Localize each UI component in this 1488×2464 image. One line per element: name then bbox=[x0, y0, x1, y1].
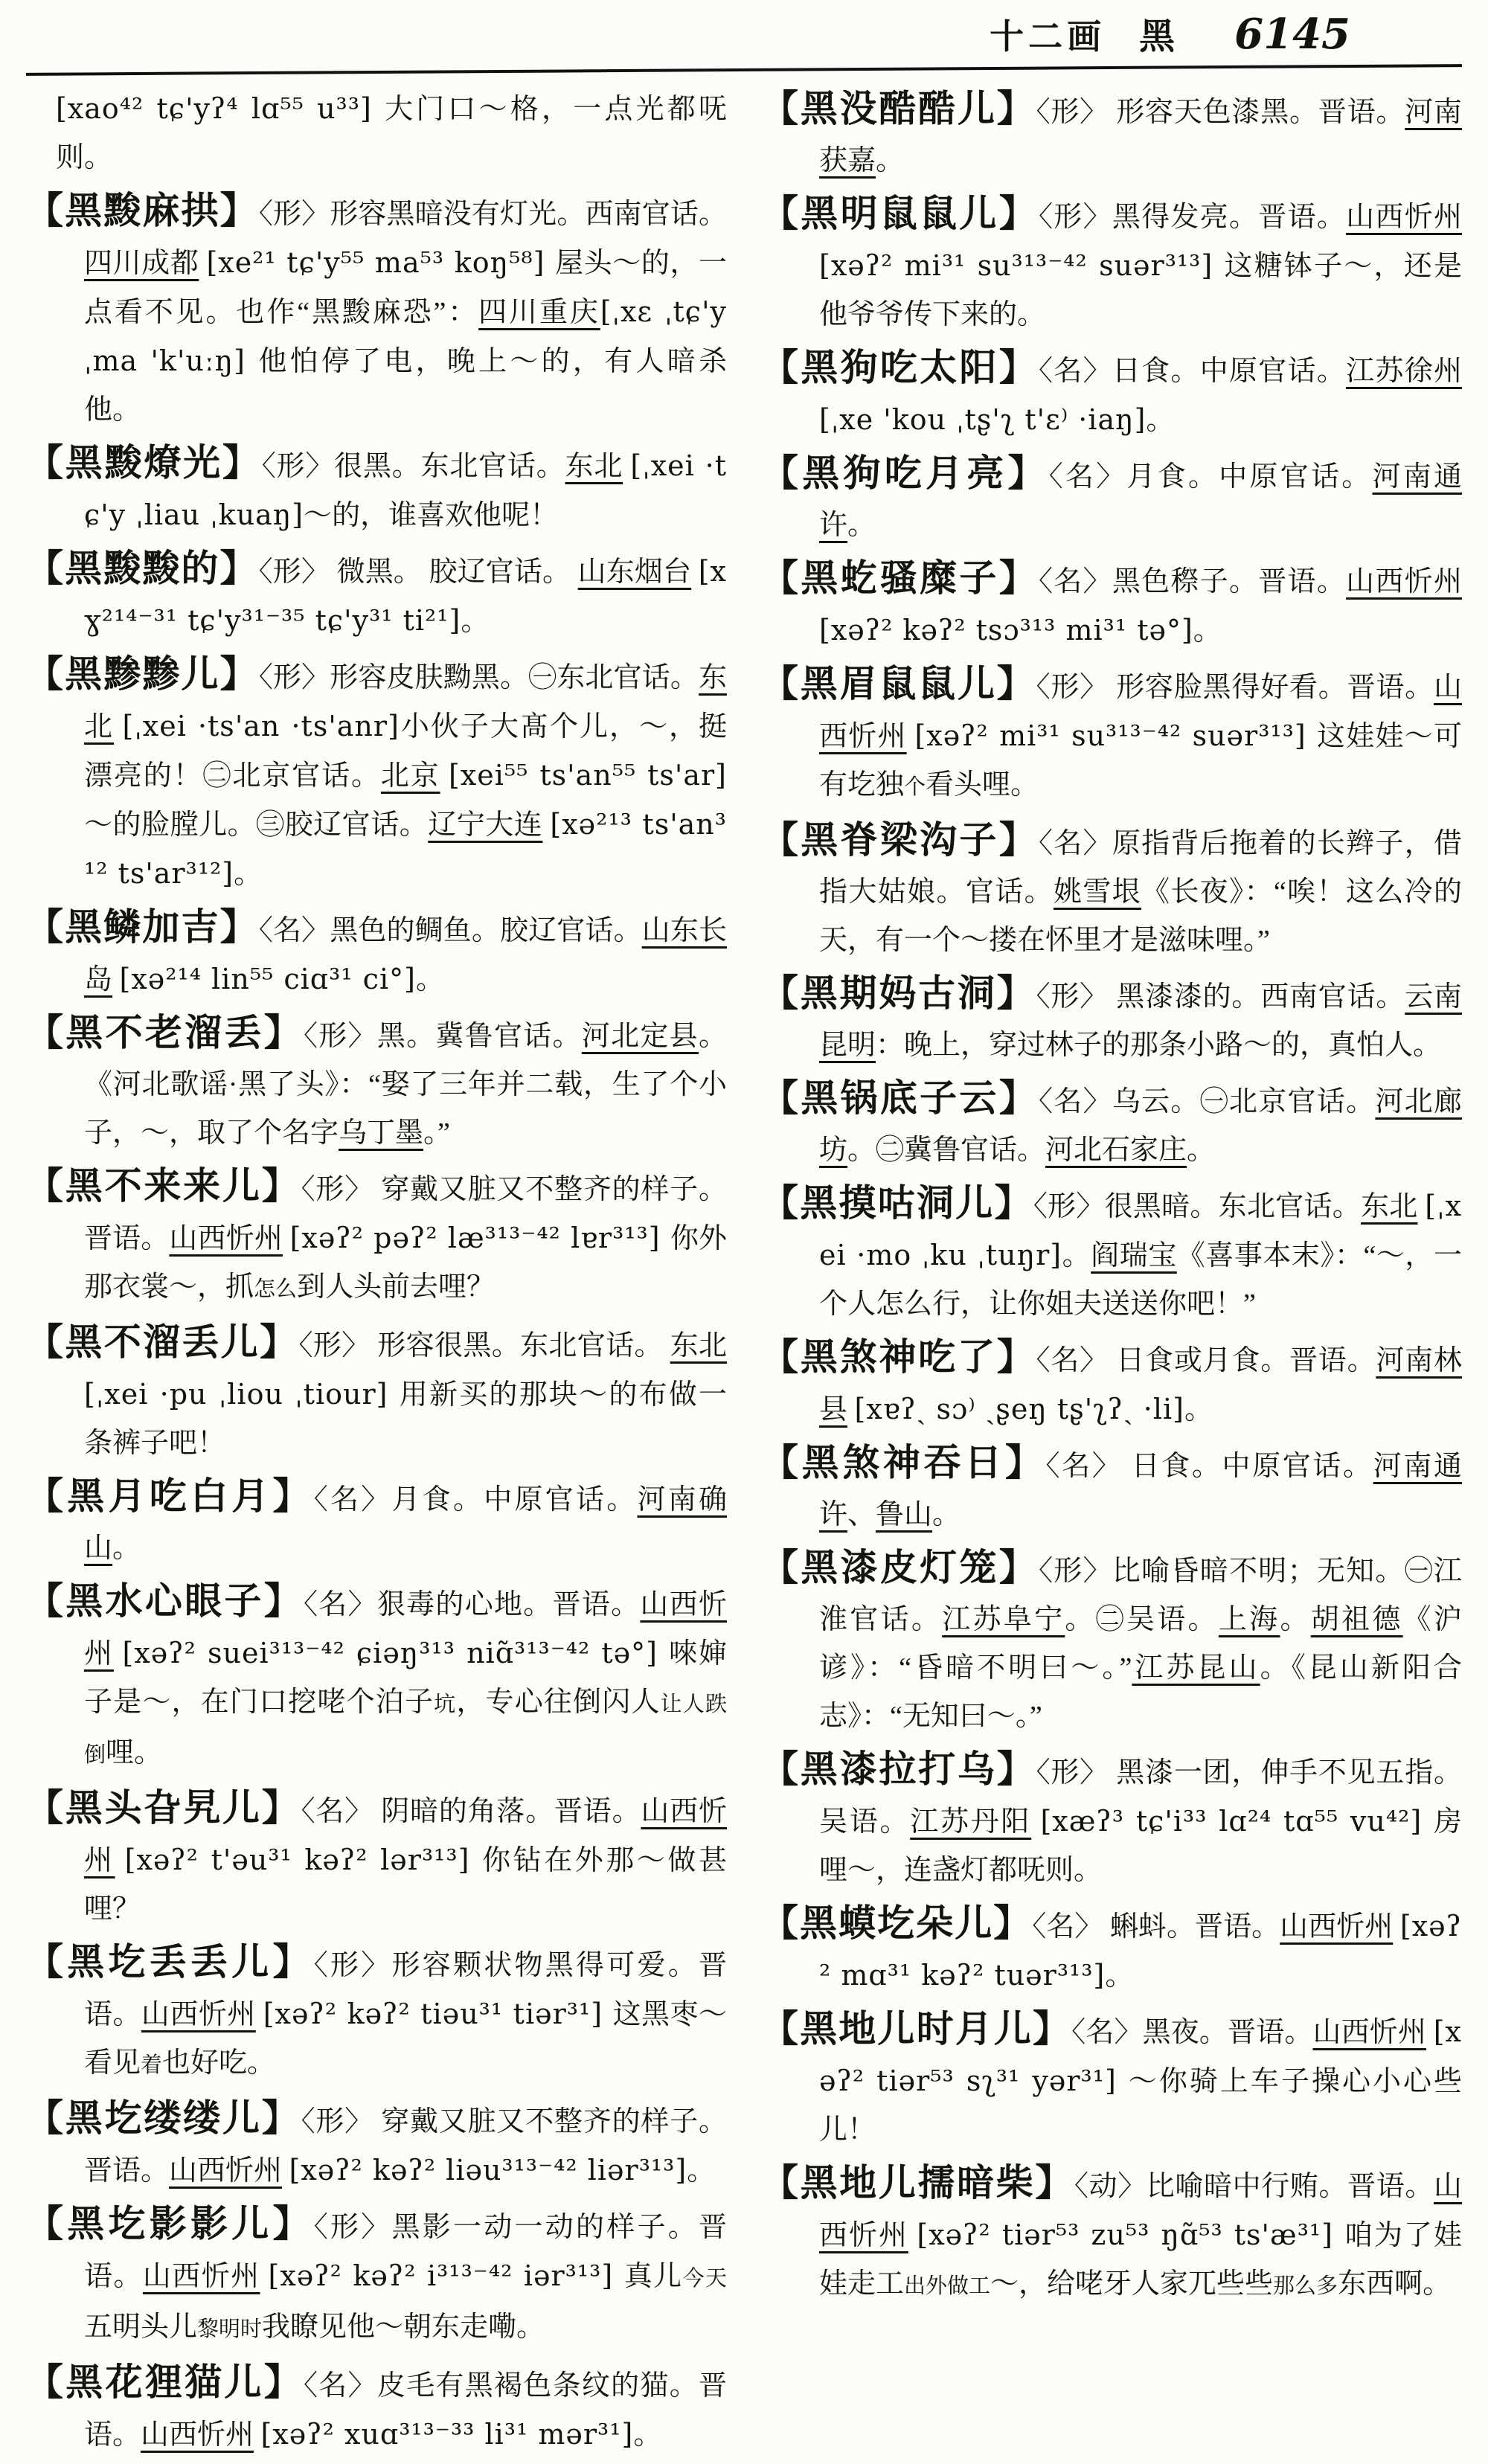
dictionary-entry bbox=[26, 1784, 727, 1934]
entry-text: 〈名〉皮毛有黑褐色条纹的猫。晋语。 bbox=[84, 2370, 727, 2451]
entry-text: 《喜事本末》：“～，一个人怎么行，让你姐夫送送你吧！” bbox=[819, 1240, 1462, 1320]
proper-name: 云南昆明 bbox=[819, 981, 1462, 1061]
entry-text: 〈名〉 日食或月食。晋语。 bbox=[1036, 1345, 1376, 1376]
entry-headword: 【黑水心眼子】 bbox=[26, 1580, 304, 1622]
phonetic-transcription: [ˌxei ·pu ˌliou ˌtiour] bbox=[84, 1378, 400, 1411]
phonetic-transcription: [xəʔ² kəʔ² tsɔ³¹³ mi³¹ tə°] bbox=[819, 614, 1193, 647]
proper-name: 东北 bbox=[565, 451, 623, 482]
entry-text: 。 bbox=[1105, 1960, 1134, 1992]
entry-text: 〈形〉形容黑暗没有灯光。西南官话。 bbox=[258, 199, 728, 230]
proper-name: 山西忻州 bbox=[1280, 1911, 1394, 1942]
entry-text: 。 bbox=[1062, 1240, 1091, 1271]
entry-text bbox=[542, 809, 550, 841]
dictionary-entry bbox=[26, 1318, 727, 1468]
proper-name: 姚雪垠 bbox=[1053, 876, 1142, 908]
proper-name: 河北定县 bbox=[581, 1021, 699, 1052]
entry-text: 〈名〉月食。中原官话。 bbox=[1048, 461, 1373, 493]
dictionary-entry bbox=[761, 1074, 1462, 1175]
entry-text: 。 bbox=[847, 510, 876, 541]
entry-text bbox=[114, 1638, 123, 1669]
entry-headword: 【黑漆拉打乌】 bbox=[761, 1748, 1036, 1790]
entry-text: 。㊁吴语。 bbox=[1065, 1604, 1219, 1635]
entry-text: 。 bbox=[112, 1533, 141, 1564]
dictionary-entry bbox=[26, 2094, 727, 2195]
phonetic-transcription: [xəʔ² mi³¹ su³¹³⁻⁴² suər³¹³] bbox=[914, 719, 1318, 752]
entry-text bbox=[199, 248, 206, 279]
entry-headword: 【黑花狸猫儿】 bbox=[26, 2361, 304, 2403]
entry-text bbox=[1426, 2017, 1434, 2048]
proper-name: 山西忻州 bbox=[84, 1796, 727, 1876]
entry-text: 这娃娃～可有圪独 bbox=[819, 721, 1462, 801]
proper-name: 河南获嘉 bbox=[819, 97, 1462, 176]
phonetic-transcription: [ˌxɛ ˌtɕ'y ˌma 'k'uːŋ] bbox=[84, 295, 728, 377]
proper-name: 江苏阜宁 bbox=[942, 1604, 1065, 1635]
page-header bbox=[26, 7, 1462, 67]
dictionary-entry-continuation bbox=[26, 85, 727, 182]
phonetic-transcription: [xɣ²¹⁴⁻³¹ tɕ'y³¹⁻³⁵ tɕ'y³¹ ti²¹] bbox=[84, 555, 727, 637]
entry-text: 我瞭见他～朝东走嘞。 bbox=[262, 2311, 545, 2343]
dictionary-entry bbox=[761, 1333, 1462, 1434]
proper-name: 胡祖德 bbox=[1310, 1604, 1403, 1635]
entry-headword: 【黑没酷酷儿】 bbox=[761, 88, 1036, 129]
dictionary-entry bbox=[26, 2358, 727, 2460]
entry-text: 。 bbox=[1146, 405, 1175, 436]
entry-text: ～你骑上车子操心小心些儿！ bbox=[819, 2066, 1462, 2146]
phonetic-transcription: [xəʔ² mi³¹ su³¹³⁻⁴² suər³¹³] bbox=[819, 249, 1225, 282]
entry-text: 咱为了娃娃走工 bbox=[819, 2220, 1462, 2300]
entry-text: 五明头儿 bbox=[84, 2311, 198, 2343]
entry-text: 《长夜》：“唉！这么冷的天，有一个～搂在怀里才是滋味哩。” bbox=[819, 876, 1462, 956]
entry-text: 〈形〉 黑漆一团，伸手不见五指。吴语。 bbox=[819, 1757, 1463, 1838]
entry-text: 你钻在外那～做甚哩？ bbox=[84, 1845, 727, 1925]
proper-name: 河北石家庄 bbox=[1045, 1135, 1187, 1166]
entry-headword: 【黑蟆圪朵儿】 bbox=[761, 1902, 1033, 1944]
phonetic-transcription: [xɐʔˎ sɔ⁾ ˎʂeŋ tʂ'ʅʔˎ ·li] bbox=[854, 1393, 1184, 1425]
dictionary-entry bbox=[26, 1938, 727, 2090]
entry-text bbox=[282, 2155, 289, 2187]
entry-text bbox=[1418, 1191, 1426, 1222]
entry-headword: 【黑锅底子云】 bbox=[761, 1077, 1039, 1119]
phonetic-transcription: [xəʔ² suei³¹³⁻⁴² ɕiəŋ³¹³ niɑ̃³¹³⁻⁴² tə°] bbox=[122, 1637, 669, 1669]
entry-headword: 【黑摸咕洞儿】 bbox=[761, 1182, 1033, 1224]
proper-name: 鲁山 bbox=[876, 1499, 933, 1530]
entry-text: 房哩～，连盏灯都呒则。 bbox=[819, 1806, 1462, 1886]
entry-headword: 【黑头旮旯儿】 bbox=[26, 1787, 301, 1829]
entry-text: 〈形〉形容颗状物黑得可爱。晋语。 bbox=[84, 1950, 727, 2030]
entry-text: 用新买的那块～的布做一条裤子吧！ bbox=[84, 1379, 727, 1459]
entry-text: 〈名〉乌云。㊀北京官话。 bbox=[1039, 1086, 1376, 1117]
entry-text: 也好吃。 bbox=[162, 2047, 276, 2079]
proper-name: 四川成都 bbox=[84, 248, 199, 279]
proper-name: 山西忻州 bbox=[141, 1999, 256, 2030]
phonetic-transcription: [xe²¹ tɕ'y⁵⁵ ma⁵³ koŋ⁵⁸] bbox=[206, 246, 556, 279]
entry-text: ～的，谁喜欢他呢！ bbox=[304, 500, 559, 531]
entry-text: 《沪谚》：“昏暗不明曰～。” bbox=[819, 1604, 1462, 1684]
phonetic-transcription: [xei⁵⁵ ts'an⁵⁵ ts'ar] bbox=[449, 759, 727, 792]
gloss-note: 今天 bbox=[682, 2267, 727, 2291]
entry-headword: 【黑明鼠鼠儿】 bbox=[761, 193, 1039, 234]
entry-text: 。 bbox=[234, 859, 263, 890]
proper-name: 山西忻州 bbox=[819, 672, 1462, 752]
dictionary-entry bbox=[761, 449, 1462, 550]
entry-text: 。 bbox=[633, 2419, 662, 2451]
entry-text bbox=[114, 711, 123, 742]
dictionary-entry bbox=[761, 1179, 1462, 1329]
proper-name: 河南通许 bbox=[819, 1451, 1462, 1530]
entry-headword: 【黑黢燎光】 bbox=[26, 442, 262, 484]
phonetic-transcription: [xəʔ² tiər⁵³ zu⁵³ ŋɑ̃⁵³ ts'æ³¹] bbox=[917, 2218, 1345, 2251]
entry-text: 。” bbox=[423, 1117, 450, 1149]
dictionary-entry bbox=[761, 969, 1462, 1070]
entry-text bbox=[691, 556, 699, 588]
entry-text: 这糖钵子～，还是他爷爷传下来的。 bbox=[819, 251, 1462, 330]
gloss-note: 坑 bbox=[434, 1693, 457, 1716]
entry-headword: 【黑黪黪儿】 bbox=[26, 653, 259, 695]
entry-text bbox=[907, 721, 915, 752]
entry-text: 。 bbox=[1193, 615, 1222, 647]
phonetic-transcription: [xəʔ² t'əu³¹ kəʔ² lər³¹³] bbox=[124, 1844, 483, 1876]
dictionary-entry bbox=[761, 1899, 1462, 2001]
gloss-note: 那么多 bbox=[1273, 2274, 1338, 2298]
proper-name: 河南林县 bbox=[819, 1345, 1462, 1425]
entry-headword: 【黑虼骚糜子】 bbox=[761, 557, 1039, 599]
entry-text: 〈名〉黑色的鲷鱼。胶辽官话。 bbox=[258, 915, 642, 946]
entry-text: 〈形〉 穿戴又脏又不整齐的样子。晋语。 bbox=[84, 1174, 728, 1254]
entry-text: 〈形〉 形容很黑。东北官话。 bbox=[298, 1330, 670, 1361]
proper-name: 江苏徐州 bbox=[1346, 356, 1462, 387]
phonetic-transcription: [xə²¹³ ts'an³¹² ts'ar³¹²] bbox=[84, 808, 727, 890]
entry-text: 大门口～格，一点光都呒则。 bbox=[56, 94, 727, 173]
entry-text: 你外那衣裳～，抓 bbox=[84, 1223, 727, 1303]
dictionary-entry bbox=[761, 1745, 1462, 1895]
proper-name: 山东长岛 bbox=[84, 915, 727, 995]
entry-text: 。 bbox=[687, 2155, 716, 2187]
dictionary-entry bbox=[26, 1162, 727, 1314]
entry-text: 。 bbox=[1184, 1394, 1213, 1425]
entry-text: 〈名〉日食。中原官话。 bbox=[1039, 356, 1347, 387]
entry-headword: 【黑煞神吞日】 bbox=[761, 1442, 1046, 1483]
proper-name: 河南确山 bbox=[84, 1484, 727, 1564]
entry-text: 〈名〉黑夜。晋语。 bbox=[1071, 2017, 1313, 2048]
dictionary-entry bbox=[761, 1439, 1462, 1539]
dictionary-entry bbox=[26, 187, 727, 434]
two-column-text-area bbox=[26, 85, 1462, 2464]
dictionary-entry bbox=[761, 816, 1462, 965]
proper-name: 山西忻州 bbox=[1346, 566, 1462, 597]
entry-text: 。《昆山新阳合志》：“无知曰～。” bbox=[819, 1652, 1462, 1732]
entry-headword: 【黑月吃白月】 bbox=[26, 1475, 314, 1517]
dictionary-entry bbox=[761, 344, 1462, 445]
entry-headword: 【黑脊梁沟子】 bbox=[761, 819, 1039, 861]
phonetic-transcription: [xəʔ² pəʔ² læ³¹³⁻⁴² lɐr³¹³] bbox=[289, 1222, 670, 1254]
entry-text: 〈形〉 微黑。 胶辽官话。 bbox=[258, 556, 578, 588]
entry-text: 到人头前去哩？ bbox=[297, 1271, 496, 1303]
entry-headword: 【黑地儿擩暗柴】 bbox=[761, 2162, 1074, 2204]
proper-name: 东北 bbox=[84, 662, 727, 742]
stroke-section-label: 十二画 bbox=[990, 18, 1106, 56]
entry-text: 唻婶子是～，在门口挖咾个泊子 bbox=[84, 1638, 728, 1718]
entry-text: 〈名〉月食。中原官话。 bbox=[313, 1484, 638, 1515]
proper-name: 乌丁墨 bbox=[339, 1117, 424, 1149]
left-text-column bbox=[26, 85, 727, 2464]
dictionary-entry bbox=[761, 660, 1462, 812]
entry-text: 。 bbox=[932, 1499, 961, 1530]
entry-text: 〈名〉 蝌蚪。晋语。 bbox=[1032, 1911, 1280, 1942]
page-number: 6145 bbox=[1234, 10, 1350, 59]
gloss-note: 让人跌倒 bbox=[84, 1693, 727, 1767]
phonetic-transcription: [ˌxei ·mo ˌku ˌtuŋr] bbox=[819, 1190, 1462, 1271]
proper-name: 河北廊坊 bbox=[819, 1086, 1462, 1166]
dictionary-entry bbox=[761, 2005, 1462, 2155]
proper-name: 四川重庆 bbox=[478, 297, 600, 328]
entry-text bbox=[260, 2261, 269, 2292]
dictionary-entry bbox=[26, 1009, 727, 1158]
proper-name: 辽宁大连 bbox=[428, 809, 543, 841]
entry-text: 〈形〉比喻昏暗不明；无知。㊀江淮官话。 bbox=[819, 1556, 1462, 1635]
entry-text: 、 bbox=[847, 1499, 876, 1530]
entry-text bbox=[112, 964, 120, 995]
entry-text: 〈形〉很黑。东北官话。 bbox=[261, 451, 565, 482]
entry-text: 哩。 bbox=[106, 1737, 163, 1768]
entry-headword: 【黑狗吃太阳】 bbox=[761, 347, 1039, 388]
phonetic-transcription: [xəʔ² kəʔ² i³¹³⁻⁴² iər³¹³] bbox=[268, 2259, 624, 2292]
phonetic-transcription: [ˌxei ·tɕ'y ˌliau ˌkuaŋ] bbox=[84, 449, 727, 531]
entry-text: ，专心往倒闪人 bbox=[456, 1687, 661, 1718]
dictionary-entry bbox=[26, 2200, 727, 2354]
phonetic-transcription: [ˌxe 'kou ˌtʂ'ʅ t'ɛ⁾ ·iaŋ] bbox=[819, 403, 1147, 436]
gloss-note: 着 bbox=[141, 2053, 163, 2077]
entry-text: 。㊁冀鲁官话。 bbox=[847, 1135, 1046, 1166]
entry-text: 。 bbox=[461, 606, 490, 637]
entry-text: ～，给咾牙人家兀些些 bbox=[990, 2268, 1274, 2300]
entry-headword: 【黑圪丢丢儿】 bbox=[26, 1941, 314, 1983]
dictionary-entry bbox=[26, 439, 727, 540]
entry-headword: 【黑不老溜丢】 bbox=[26, 1012, 304, 1053]
proper-name: 上海 bbox=[1218, 1604, 1280, 1635]
entry-text bbox=[847, 1394, 855, 1425]
dictionary-entry bbox=[26, 545, 727, 646]
entry-text: 。 bbox=[1280, 1604, 1311, 1635]
proper-name: 江苏昆山 bbox=[1132, 1652, 1260, 1684]
phonetic-transcription: [xəʔ² kəʔ² liəu³¹³⁻⁴² liər³¹³] bbox=[289, 2154, 687, 2187]
entry-headword: 【黑黢麻拱】 bbox=[26, 190, 259, 231]
entry-text: 这黑枣～看见 bbox=[84, 1999, 727, 2079]
proper-name: 江苏丹阳 bbox=[910, 1806, 1032, 1838]
entry-text bbox=[623, 451, 630, 482]
phonetic-transcription: [xao⁴² tɕ'yʔ⁴ lɑ⁵⁵ u³³] bbox=[56, 92, 385, 125]
entry-headword: 【黑圪影影儿】 bbox=[26, 2203, 314, 2245]
entry-text: 他怕停了电，晚上～的，有人暗杀他。 bbox=[84, 346, 727, 426]
proper-name: 山西忻州 bbox=[141, 2419, 254, 2451]
entry-text: 屋头～的，一点看不见。也作“黑黢麻恐”： bbox=[84, 248, 727, 328]
phonetic-transcription: [xəʔ² mɑ³¹ kəʔ² tuər³¹³] bbox=[819, 1910, 1462, 1992]
entry-text: 〈形〉 穿戴又脏又不整齐的样子。晋语。 bbox=[84, 2106, 728, 2187]
entry-text: 〈形〉很黑暗。东北官话。 bbox=[1033, 1191, 1361, 1222]
entry-text bbox=[1031, 1806, 1040, 1838]
dictionary-entry bbox=[761, 2159, 1462, 2311]
dictionary-entry bbox=[26, 650, 727, 899]
proper-name: 东北 bbox=[670, 1330, 727, 1361]
proper-name: 山西忻州 bbox=[169, 1223, 283, 1254]
entry-headword: 【黑鳞加吉】 bbox=[26, 906, 259, 948]
proper-name: 东北 bbox=[1361, 1191, 1418, 1222]
phonetic-transcription: [xəʔ² xuɑ³¹³⁻³³ li³¹ mər³¹] bbox=[260, 2418, 634, 2451]
proper-name: 山西忻州 bbox=[84, 1589, 727, 1669]
entry-text bbox=[283, 1223, 290, 1254]
radical-character: 黑 bbox=[1139, 17, 1176, 57]
entry-text: 〈形〉 形容天色漆黑。晋语。 bbox=[1036, 97, 1405, 128]
phonetic-transcription: [xəʔ² tiər⁵³ sʅ³¹ yər³¹] bbox=[819, 2015, 1462, 2097]
entry-headword: 【黑煞神吃了】 bbox=[761, 1336, 1036, 1378]
dictionary-entry bbox=[761, 1544, 1462, 1741]
entry-text bbox=[1393, 1911, 1400, 1942]
entry-text: 〈动〉比喻暗中行贿。晋语。 bbox=[1074, 2171, 1434, 2202]
entry-text: 。《河北歌谣·黑了头》：“娶了三年并二载，生了个小子，～，取了个名字 bbox=[84, 1021, 727, 1149]
gloss-note: 怎么 bbox=[254, 1277, 298, 1301]
entry-text bbox=[440, 760, 449, 792]
entry-text: 〈形〉 黑漆漆的。西南官话。 bbox=[1036, 981, 1405, 1013]
entry-text: 东西啊。 bbox=[1338, 2268, 1452, 2300]
entry-headword: 【黑地儿时月儿】 bbox=[761, 2008, 1072, 2050]
entry-text: 〈形〉 形容脸黑得好看。晋语。 bbox=[1036, 672, 1434, 703]
entry-text: 小伙子大髙个儿，～，挺漂亮的！㊁北京官话。 bbox=[84, 711, 727, 792]
proper-name: 山西忻州 bbox=[1346, 202, 1462, 233]
phonetic-transcription: [xə²¹⁴ lin⁵⁵ ciɑ³¹ ci°] bbox=[119, 963, 416, 995]
entry-text bbox=[256, 1999, 263, 2030]
entry-text bbox=[115, 1845, 125, 1876]
entry-text: ～的脸膛儿。㊂胶辽官话。 bbox=[84, 809, 429, 841]
proper-name: 山西忻州 bbox=[169, 2155, 283, 2187]
entry-text: 〈形〉黑影一动一动的样子。晋语。 bbox=[84, 2212, 727, 2292]
entry-headword: 【黑漆皮灯笼】 bbox=[761, 1547, 1039, 1588]
entry-headword: 【黑黢黢的】 bbox=[26, 548, 259, 589]
gloss-note: 黎明时 bbox=[197, 2317, 263, 2341]
dictionary-entry bbox=[26, 903, 727, 1004]
dictionary-entry bbox=[761, 190, 1462, 339]
proper-name: 山西忻州 bbox=[1312, 2017, 1427, 2048]
entry-text: 看头哩。 bbox=[926, 769, 1039, 801]
phonetic-transcription: [xəʔ² kəʔ² tiəu³¹ tiər³¹] bbox=[263, 1998, 613, 2030]
entry-headword: 【黑圪缕缕儿】 bbox=[26, 2097, 301, 2139]
gloss-note: 个 bbox=[904, 775, 926, 799]
entry-headword: 【黑不来来儿】 bbox=[26, 1165, 301, 1207]
phonetic-transcription: [xæʔ³ tɕ'i³³ lɑ²⁴ tɑ⁵⁵ vu⁴²] bbox=[1040, 1805, 1434, 1838]
entry-headword: 【黑狗吃月亮】 bbox=[761, 452, 1049, 494]
entry-text: 〈名〉狠毒的心地。晋语。 bbox=[304, 1589, 641, 1620]
entry-text: ：晚上，穿过林子的那条小路～的，真怕人。 bbox=[876, 1030, 1442, 1061]
entry-text: 真儿 bbox=[623, 2261, 683, 2292]
phonetic-transcription: [ˌxei ·ts'an ·ts'anr] bbox=[122, 710, 400, 742]
entry-headword: 【黑期妈古洞】 bbox=[761, 972, 1036, 1014]
entry-text bbox=[254, 2419, 261, 2451]
entry-text: 〈形〉黑。冀鲁官话。 bbox=[303, 1021, 582, 1052]
dictionary-entry bbox=[761, 85, 1462, 185]
entry-text bbox=[908, 2220, 917, 2251]
entry-text: 。 bbox=[1187, 1135, 1216, 1166]
entry-headword: 【黑不溜丢儿】 bbox=[26, 1321, 299, 1363]
entry-text: 〈名〉黑色穄子。晋语。 bbox=[1039, 566, 1347, 597]
proper-name: 阎瑞宝 bbox=[1091, 1240, 1177, 1271]
entry-text: 〈名〉原指背后拖着的长辫子，借指大姑娘。官话。 bbox=[819, 828, 1462, 908]
entry-text: 〈形〉形容皮肤黝黑。㊀东北官话。 bbox=[258, 662, 699, 693]
entry-text: 。 bbox=[415, 964, 444, 995]
proper-name: 北京 bbox=[380, 760, 440, 792]
dictionary-entry bbox=[26, 1472, 727, 1573]
right-text-column bbox=[761, 85, 1462, 2464]
entry-text: 〈名〉 阴暗的角落。晋语。 bbox=[301, 1796, 641, 1827]
proper-name: 山东烟台 bbox=[577, 556, 692, 588]
proper-name: 山西忻州 bbox=[142, 2261, 260, 2292]
entry-text: 。 bbox=[876, 145, 905, 176]
gloss-note: 出外做工 bbox=[904, 2274, 991, 2298]
entry-headword: 【黑眉鼠鼠儿】 bbox=[761, 663, 1036, 705]
entry-text: 〈名〉 日食。中原官话。 bbox=[1045, 1451, 1373, 1482]
proper-name: 山西忻州 bbox=[819, 2171, 1462, 2251]
entry-text: 〈形〉黑得发亮。晋语。 bbox=[1039, 202, 1347, 233]
proper-name: 河南通许 bbox=[819, 461, 1462, 541]
dictionary-entry bbox=[761, 554, 1462, 655]
dictionary-entry bbox=[26, 1577, 727, 1780]
